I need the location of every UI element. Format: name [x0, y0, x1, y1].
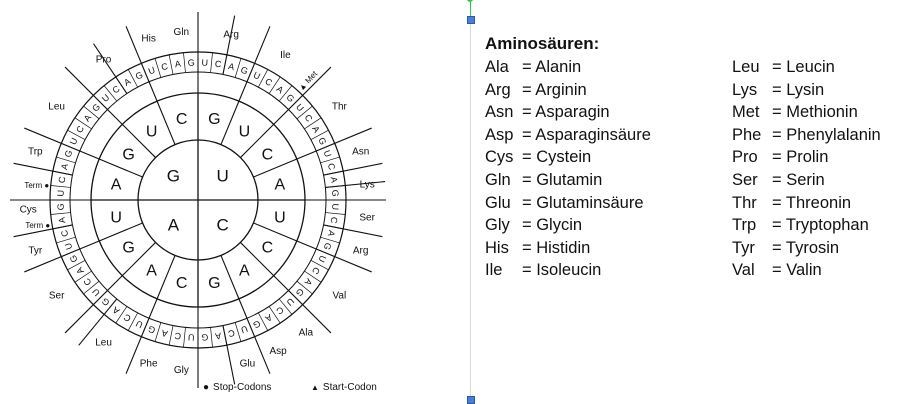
amino-abbr: Thr [732, 193, 757, 212]
second-base-letter: G [208, 111, 221, 129]
third-base-letter: A [174, 58, 182, 70]
third-base-letter: C [160, 60, 169, 73]
third-base-letter: A [325, 229, 337, 238]
third-base-letter: C [121, 311, 133, 324]
amino-acid-label: Trp [27, 146, 43, 158]
third-base-letter: C [56, 175, 68, 184]
amino-abbr: Trp [732, 216, 757, 235]
third-base-letter: C [263, 76, 275, 89]
stop-codon-footnote [203, 382, 271, 393]
legend-row [485, 259, 651, 282]
amino-name: = Valin [772, 261, 822, 280]
third-base-letter: A [263, 312, 274, 324]
second-base-letter: G [122, 146, 135, 164]
amino-abbr: Ile [485, 261, 503, 280]
amino-acid-label: ▲ Met [296, 69, 320, 93]
legend-row [485, 124, 651, 147]
amino-name: = Isoleucin [522, 261, 602, 280]
third-base-letter: U [187, 332, 195, 343]
amino-sector-divider [65, 276, 122, 333]
amino-acid-label: Cys [19, 204, 37, 216]
third-base-divider [235, 58, 241, 77]
amino-name: = Glutamin [522, 170, 603, 189]
third-base-letter: G [251, 318, 263, 331]
first-base-letter: U [216, 166, 229, 186]
amino-name: = Histidin [522, 238, 591, 257]
legend-title: Aminosäuren: [485, 34, 600, 53]
amino-acid-label: Tyr [28, 245, 43, 257]
third-base-letter: U [55, 189, 66, 197]
second-base-letter: G [208, 274, 221, 292]
amino-abbr: His [485, 238, 509, 257]
third-base-letter: A [328, 176, 340, 184]
third-base-letter: G [200, 332, 209, 343]
amino-name: = Glycin [522, 216, 583, 235]
amino-acid-label: Lys [359, 179, 375, 191]
second-base-letter: A [110, 176, 122, 194]
third-base-divider [211, 53, 213, 73]
third-base-letter: C [81, 276, 94, 288]
amino-acid-label: Val [332, 290, 347, 302]
third-base-divider [169, 326, 173, 346]
third-base-letter: U [284, 295, 297, 308]
third-base-letter: C [74, 123, 87, 135]
third-base-letter: A [74, 265, 86, 276]
third-base-letter: G [187, 57, 196, 68]
third-base-divider [320, 237, 339, 243]
second-base-letter: G [122, 239, 135, 257]
third-base-letter: U [316, 253, 329, 264]
amino-abbr: Gln [485, 170, 511, 189]
amino-abbr: Tyr [732, 238, 755, 257]
legend-row [485, 237, 651, 260]
third-base-letter: C [58, 229, 71, 238]
third-base-letter: G [284, 92, 297, 105]
third-base-letter: C [227, 327, 236, 340]
third-base-letter: G [239, 64, 250, 77]
amino-sector-divider [65, 67, 122, 124]
third-base-letter: G [133, 69, 145, 82]
amino-name: = Glutaminsäure [522, 193, 644, 212]
amino-name: = Asparaginsäure [522, 125, 651, 144]
amino-acid-label: Arg [223, 29, 239, 41]
legend-row [485, 169, 651, 192]
amino-abbr: Leu [732, 58, 760, 76]
third-base-letter: U [330, 203, 341, 211]
legend-row [732, 101, 881, 124]
amino-sector-divider [274, 276, 331, 333]
legend-column-2 [732, 56, 881, 282]
amino-name: = Lysin [772, 80, 825, 99]
third-base-letter: U [90, 286, 103, 299]
third-base-divider [51, 213, 71, 215]
start-codon-footnote [311, 382, 377, 393]
amino-abbr: Phe [732, 125, 762, 144]
amino-sector-divider [94, 44, 127, 94]
first-base-letter: G [166, 166, 181, 186]
amino-acid-label: Thr [331, 101, 347, 113]
amino-acid-label: Term ● [25, 220, 51, 230]
second-base-divider [221, 255, 239, 298]
third-base-divider [183, 327, 185, 347]
third-base-letter: G [316, 135, 329, 147]
second-base-letter: C [261, 239, 274, 257]
second-base-divider [99, 159, 142, 177]
third-base-divider [183, 53, 185, 73]
second-base-letter: A [239, 262, 250, 280]
legend-row [732, 56, 881, 79]
legend-row [485, 214, 651, 237]
second-base-letter: A [146, 262, 157, 280]
third-base-divider [56, 237, 75, 243]
third-base-divider [155, 58, 161, 77]
third-base-letter: C [328, 216, 340, 225]
third-base-divider [155, 322, 161, 341]
third-base-letter: G [67, 253, 80, 265]
third-base-letter: G [99, 295, 112, 308]
amino-sector-divider [274, 67, 331, 124]
amino-name: = Methionin [772, 103, 858, 122]
amino-name: = Leucin [772, 58, 835, 76]
third-base-letter: U [134, 318, 145, 331]
amino-acid-label: Arg [352, 245, 369, 257]
legend-row [732, 214, 881, 237]
amino-abbr: Val [732, 261, 755, 280]
amino-name: = Arginin [522, 80, 587, 99]
amino-sector-divider [239, 26, 270, 101]
amino-name: = Alanin [522, 58, 582, 76]
second-base-divider [221, 101, 239, 144]
first-base-letter: C [216, 215, 229, 235]
third-base-letter: G [90, 101, 103, 114]
second-base-letter: U [274, 209, 286, 227]
third-base-letter: C [214, 58, 223, 70]
second-base-letter: C [175, 274, 188, 292]
third-base-letter: U [146, 64, 157, 77]
amino-acid-label: Ile [280, 50, 291, 62]
second-base-letter: U [110, 209, 122, 227]
amino-abbr: Ser [732, 170, 758, 189]
amino-name: = Phenylalanin [772, 125, 881, 144]
first-base-letter: A [167, 215, 180, 235]
amino-acid-label: Leu [48, 101, 65, 113]
third-base-divider [235, 322, 241, 341]
third-base-letter: G [330, 189, 341, 198]
third-base-divider [169, 55, 173, 75]
legend-row [732, 124, 881, 147]
amino-acid-label: His [141, 33, 156, 45]
legend-row [485, 192, 651, 215]
third-base-divider [56, 157, 75, 163]
amino-acid-label: Pro [95, 54, 112, 66]
third-base-letter: C [110, 83, 122, 96]
third-base-letter: U [239, 323, 250, 336]
amino-acid-label: Asp [269, 345, 287, 357]
third-base-letter: U [67, 136, 80, 147]
amino-abbr: Lys [732, 80, 758, 99]
third-base-letter: A [110, 304, 122, 317]
legend-row [485, 56, 651, 79]
third-base-letter: C [325, 162, 338, 171]
amino-abbr: Asn [485, 103, 514, 122]
amino-acid-label: Ser [48, 290, 65, 302]
third-base-letter: A [214, 330, 222, 342]
third-base-divider [325, 213, 345, 215]
amino-acid-label: Leu [95, 337, 112, 349]
second-base-divider [253, 159, 296, 177]
third-base-letter: G [321, 241, 334, 252]
amino-acid-label: Term ● [24, 181, 50, 191]
third-base-letter: G [146, 323, 157, 336]
third-base-letter: A [310, 124, 322, 135]
third-base-letter: U [321, 148, 334, 159]
start-triangle-icon: ▲ [311, 383, 319, 392]
amino-name: = Serin [772, 170, 825, 189]
second-base-letter: U [145, 123, 158, 141]
stop-dot-icon: ● [203, 382, 210, 393]
amino-abbr: Ala [485, 58, 509, 76]
amino-abbr: Asp [485, 125, 514, 144]
second-base-letter: C [261, 146, 274, 164]
amino-abbr: Cys [485, 148, 514, 167]
amino-abbr: Glu [485, 193, 511, 212]
amino-abbr: Pro [732, 148, 758, 167]
third-base-letter: A [160, 327, 169, 339]
amino-abbr: Arg [485, 80, 511, 99]
stop-codon-label: Stop-Codons [213, 382, 272, 393]
amino-name: = Threonin [772, 193, 852, 212]
third-base-letter: A [81, 112, 94, 124]
amino-name: = Cystein [522, 148, 592, 167]
amino-name: = Tyrosin [772, 238, 840, 257]
amino-acid-label: Phe [139, 358, 158, 370]
second-base-letter: C [175, 111, 188, 129]
third-base-letter: C [309, 265, 322, 277]
third-base-letter: U [62, 241, 75, 252]
amino-name: = Tryptophan [772, 216, 869, 235]
amino-acid-label: Glu [239, 358, 256, 370]
third-base-letter: C [274, 304, 286, 317]
legend-row [732, 259, 881, 282]
third-base-letter: A [56, 216, 68, 224]
third-base-divider [51, 185, 71, 187]
start-codon-label: Start-Codon [322, 382, 377, 393]
third-base-letter: A [302, 276, 315, 288]
amino-acid-label: Asn [352, 146, 370, 158]
third-base-letter: G [62, 148, 75, 159]
third-base-letter: C [173, 330, 182, 342]
third-base-letter: A [59, 162, 71, 171]
amino-name: = Prolin [772, 148, 829, 167]
legend-column-1 [485, 56, 651, 282]
second-base-letter: A [274, 176, 286, 194]
second-base-divider [157, 255, 175, 298]
legend-row [485, 146, 651, 169]
amino-acid-label: Gly [173, 365, 189, 377]
third-base-divider [211, 327, 213, 347]
legend-row [732, 169, 881, 192]
third-base-letter: A [122, 76, 133, 88]
amino-abbr: Met [732, 103, 760, 122]
third-base-letter: U [99, 92, 112, 105]
legend-row [732, 146, 881, 169]
third-base-letter: A [274, 83, 286, 96]
legend-row [732, 237, 881, 260]
third-base-letter: C [302, 112, 315, 124]
third-base-letter: G [293, 286, 306, 299]
third-base-letter: U [201, 57, 209, 68]
amino-acid-legend [470, 0, 923, 403]
amino-name: = Asparagin [522, 103, 610, 122]
second-base-letter: U [238, 123, 251, 141]
second-base-divider [157, 101, 175, 144]
amino-acid-label: Ala [298, 327, 314, 339]
third-base-letter: U [293, 101, 306, 114]
third-base-divider [320, 157, 339, 163]
legend-row [485, 79, 651, 102]
amino-acid-label: Gln [173, 26, 190, 38]
amino-acid-label: Ser [359, 212, 375, 224]
amino-abbr: Gly [485, 216, 510, 235]
legend-row [732, 79, 881, 102]
legend-row [485, 101, 651, 124]
third-base-letter: G [55, 202, 66, 211]
third-base-letter: U [251, 69, 262, 82]
legend-row [732, 192, 881, 215]
third-base-letter: A [227, 61, 236, 73]
